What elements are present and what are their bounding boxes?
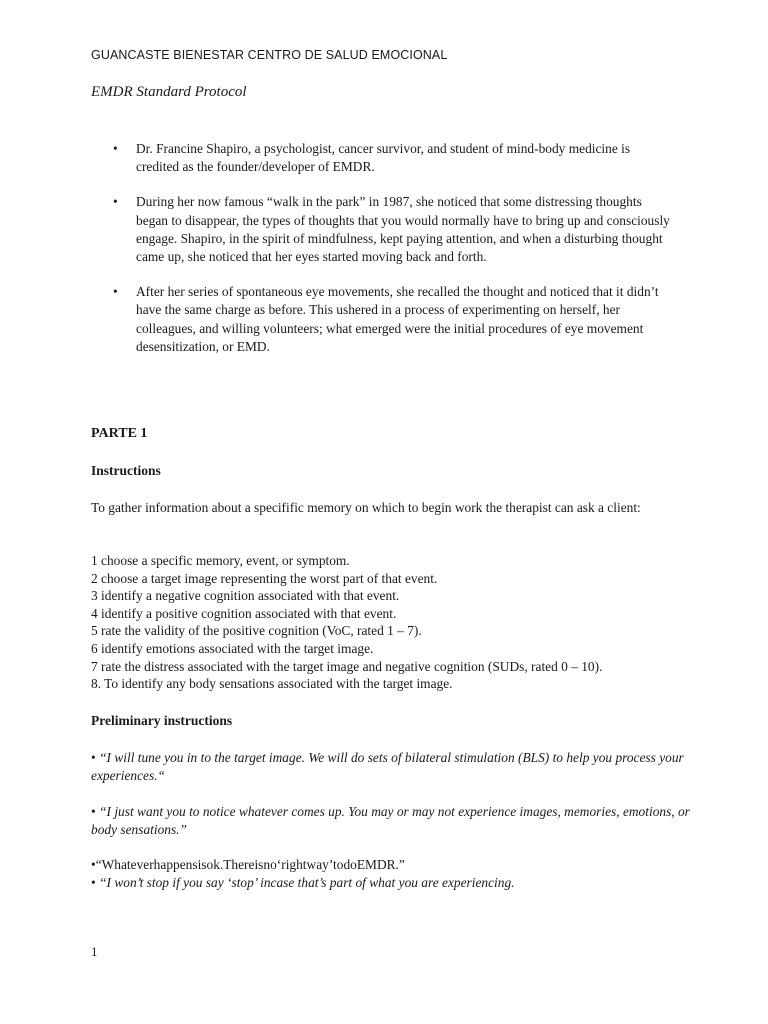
document-title: EMDR Standard Protocol — [91, 84, 247, 100]
quote-text: “I won’t stop if you say ‘stop’ incase that’s part of what you are experiencing. — [99, 875, 515, 890]
step-item: 2 choose a target image representing the worst part of that event. — [91, 570, 438, 586]
step-item: 6 identify emotions associated with the target image. — [91, 640, 374, 656]
quote-item — [91, 803, 691, 839]
intro-bullet-list — [110, 140, 675, 373]
step-item: 3 identify a negative cognition associated with that event. — [91, 588, 400, 604]
bullet-dot-icon: • — [91, 857, 96, 872]
page-number: 1 — [91, 944, 98, 959]
bullet-item — [110, 283, 675, 356]
instructions-heading: Instructions — [91, 463, 161, 478]
quote-item — [91, 749, 691, 785]
quote-text: “Whateverhappensisok.Thereisno‘rightway’todoEMDR.” — [95, 857, 405, 872]
bullet-text: During her now famous “walk in the park” in 1987, she noticed that some distressing thoughts began to disappear, the types of thoughts that you would normally have to bring up and consciously engage. Shapiro, in the spirit of mindfulness, kept paying attention, and when a disturbing thought came up, she noticed that her eyes started moving back and forth. — [136, 194, 670, 265]
bullet-dot-icon: • — [91, 804, 96, 819]
step-item: 7 rate the distress associated with the target image and negative cognition (SUDs, rated 0 – 10). — [91, 658, 603, 674]
bullet-text: Dr. Francine Shapiro, a psychologist, cancer survivor, and student of mind-body medicine is credited as the founder/developer of EMDR. — [136, 141, 631, 175]
step-item: 8. To identify any body sensations associated with the target image. — [91, 676, 453, 692]
step-item: 4 identify a positive cognition associated with that event. — [91, 605, 397, 621]
bullet-item — [110, 193, 675, 266]
preliminary-heading: Preliminary instructions — [91, 713, 233, 728]
quote-item — [91, 856, 691, 874]
bullet-dot-icon: • — [113, 284, 118, 300]
quote-text: “I will tune you in to the target image. We will do sets of bilateral stimulation (BLS) to help you process your experiences.“ — [91, 750, 684, 783]
section-title: PARTE 1 — [91, 426, 148, 441]
bullet-dot-icon: • — [113, 141, 118, 156]
step-item: 5 rate the validity of the positive cognition (VoC, rated 1 – 7). — [91, 623, 422, 639]
quote-item — [91, 874, 691, 892]
quote-text: “I just want you to notice whatever comes up. You may or may not experience images, memories, emotions, or body sensations.” — [91, 804, 690, 837]
bullet-text: After her series of spontaneous eye movements, she recalled the thought and noticed that it didn’t have the same charge as before. This ushered in a process of experimenting on herself, her colleagues, and willing volunteers; what emerged were the initial procedures of eye movement desensitization, or EMD. — [136, 284, 659, 354]
steps-list — [91, 552, 691, 693]
bullet-dot-icon: • — [91, 875, 96, 890]
bullet-dot-icon: • — [113, 194, 118, 210]
page-header: GUANCASTE BIENESTAR CENTRO DE SALUD EMOCIONAL — [91, 48, 448, 62]
bullet-dot-icon: • — [91, 750, 96, 765]
step-item: 1 choose a specific memory, event, or symptom. — [91, 553, 350, 568]
bullet-item — [110, 140, 675, 176]
instructions-intro: To gather information about a specifific memory on which to begin work the therapist can ask a client: — [91, 500, 641, 515]
